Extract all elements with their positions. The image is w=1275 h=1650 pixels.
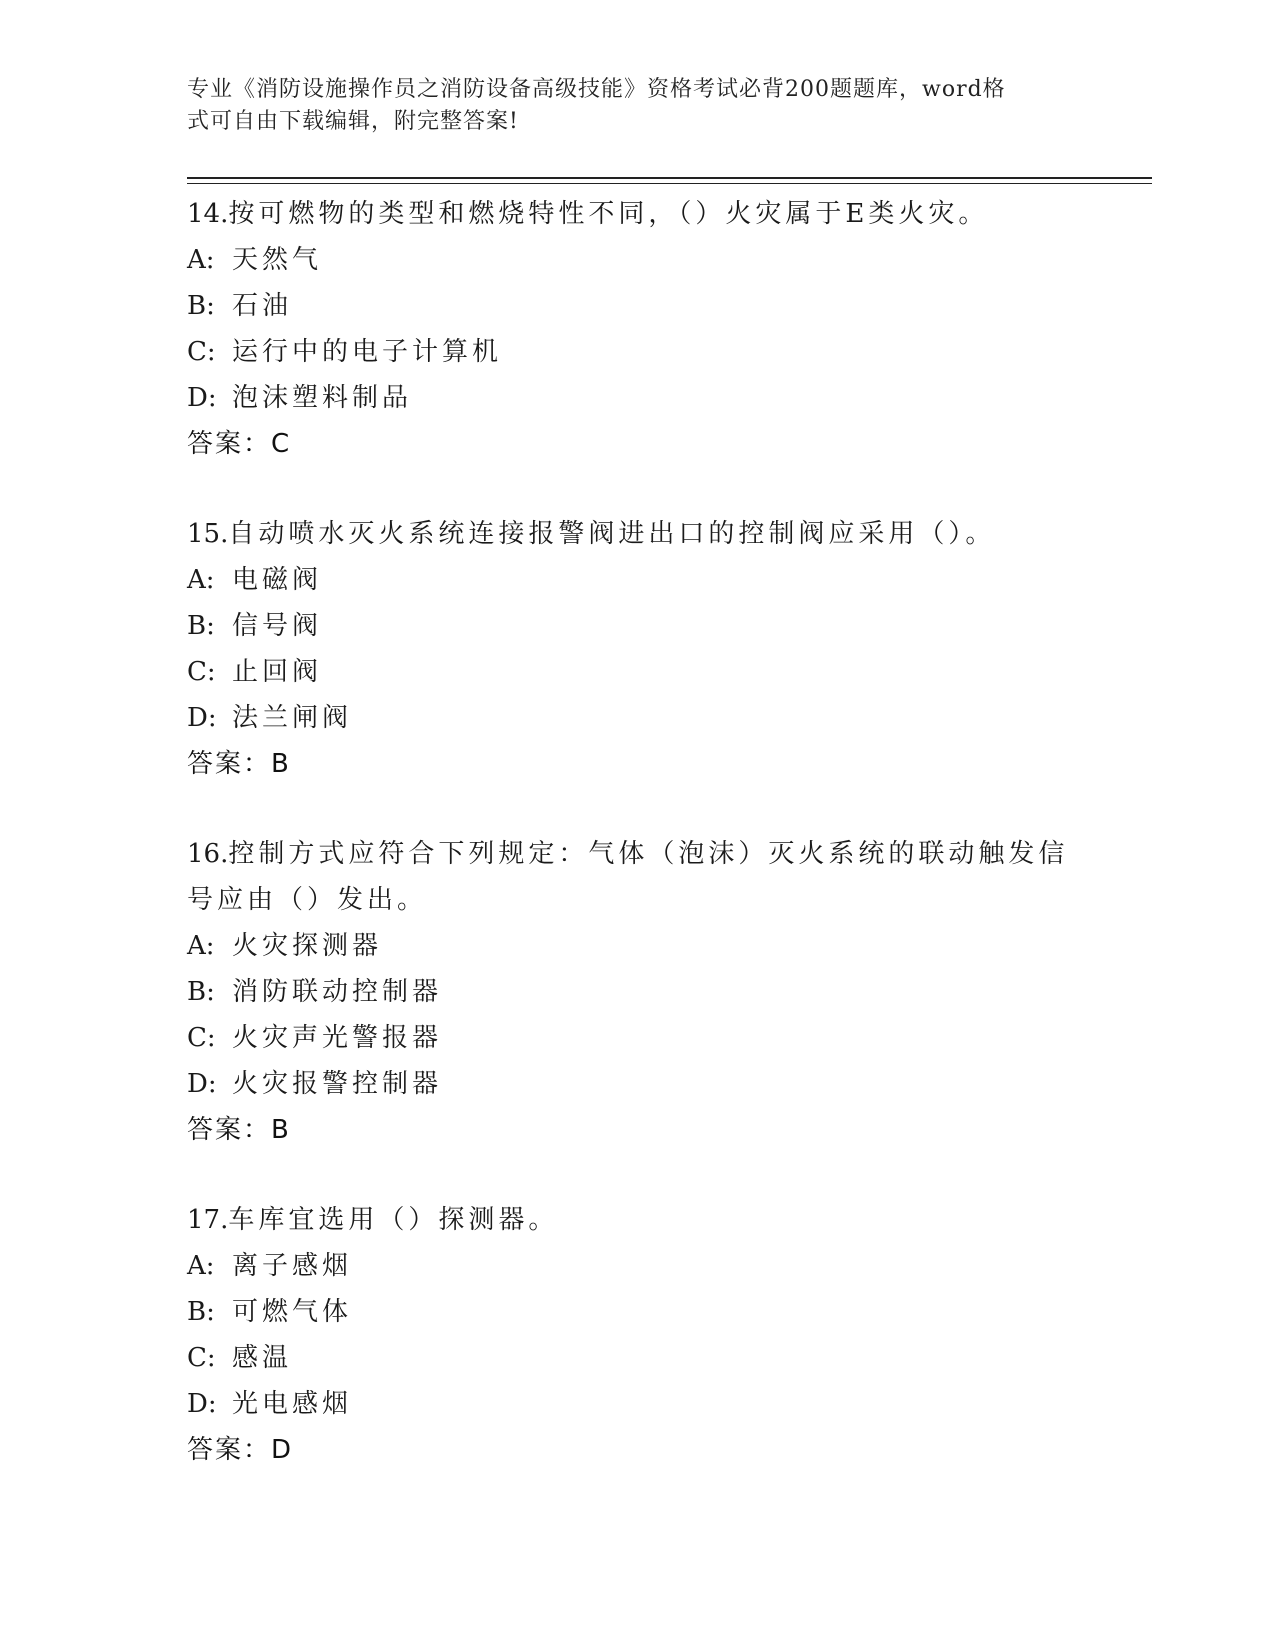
question-text — [187, 1197, 1087, 1243]
option-text: 止回阀 — [232, 657, 323, 687]
option-text: 运行中的电子计算机 — [232, 337, 503, 367]
option-b — [187, 969, 1087, 1015]
option-letter: C: — [187, 1343, 216, 1373]
question-number: 15. — [187, 519, 229, 549]
option-text: 光电感烟 — [232, 1389, 353, 1419]
option-letter: D: — [187, 703, 217, 733]
question-list — [187, 191, 1087, 1517]
option-b — [187, 603, 1087, 649]
option-letter: C: — [187, 657, 216, 687]
question-stem: 自动喷水灭火系统连接报警阀进出口的控制阀应采用（）。 — [228, 519, 996, 549]
option-d — [187, 1061, 1087, 1107]
option-c — [187, 1335, 1087, 1381]
answer-value: C — [271, 429, 290, 459]
answer-line — [187, 1427, 1087, 1473]
question-15 — [187, 511, 1087, 787]
answer-label: 答案： — [187, 429, 272, 459]
question-number: 14. — [187, 199, 229, 229]
answer-line — [187, 421, 1087, 467]
answer-value: B — [271, 1115, 289, 1145]
header-divider-thin — [187, 183, 1152, 184]
option-text: 消防联动控制器 — [232, 977, 443, 1007]
answer-line — [187, 741, 1087, 787]
option-text: 信号阀 — [232, 611, 323, 641]
question-17 — [187, 1197, 1087, 1473]
question-text — [187, 511, 1087, 557]
option-a — [187, 557, 1087, 603]
option-text: 可燃气体 — [232, 1297, 353, 1327]
option-text: 感温 — [232, 1343, 293, 1373]
answer-label: 答案： — [187, 1435, 272, 1465]
question-stem: 车库宜选用（）探测器。 — [228, 1205, 559, 1235]
option-letter: B: — [187, 611, 215, 641]
option-c — [187, 1015, 1087, 1061]
option-text: 火灾报警控制器 — [232, 1069, 443, 1099]
option-letter: C: — [187, 337, 216, 367]
option-c — [187, 329, 1087, 375]
option-letter: D: — [187, 1069, 217, 1099]
option-letter: B: — [187, 977, 215, 1007]
answer-line — [187, 1107, 1087, 1153]
option-a — [187, 237, 1087, 283]
header-divider-thick — [187, 177, 1152, 179]
question-text — [187, 831, 1087, 923]
answer-value: B — [271, 749, 289, 779]
option-text: 天然气 — [232, 245, 323, 275]
option-letter: B: — [187, 291, 215, 321]
option-text: 泡沫塑料制品 — [232, 383, 413, 413]
answer-value: D — [271, 1435, 292, 1465]
document-header — [187, 74, 1067, 138]
option-letter: A: — [187, 245, 215, 275]
option-text: 离子感烟 — [232, 1251, 353, 1281]
option-letter: B: — [187, 1297, 215, 1327]
option-letter: D: — [187, 1389, 217, 1419]
option-text: 火灾探测器 — [232, 931, 383, 961]
answer-label: 答案： — [187, 749, 272, 779]
question-14 — [187, 191, 1087, 467]
option-b — [187, 1289, 1087, 1335]
question-number: 16. — [187, 839, 229, 869]
option-letter: C: — [187, 1023, 216, 1053]
option-a — [187, 923, 1087, 969]
option-a — [187, 1243, 1087, 1289]
question-stem: 控制方式应符合下列规定：气体（泡沫）灭火系统的联动触发信号应由（）发出。 — [187, 839, 1069, 915]
question-text — [187, 191, 1087, 237]
answer-label: 答案： — [187, 1115, 272, 1145]
header-line-1: 专业《消防设施操作员之消防设备高级技能》资格考试必背200题题库，word格 — [187, 77, 1006, 102]
question-stem: 按可燃物的类型和燃烧特性不同，（）火灾属于E类火灾。 — [228, 199, 989, 229]
option-text: 法兰闸阀 — [232, 703, 353, 733]
option-letter: A: — [187, 565, 215, 595]
option-d — [187, 375, 1087, 421]
option-d — [187, 1381, 1087, 1427]
option-letter: D: — [187, 383, 217, 413]
option-letter: A: — [187, 931, 215, 961]
option-b — [187, 283, 1087, 329]
question-number: 17. — [187, 1205, 229, 1235]
question-16 — [187, 831, 1087, 1153]
option-text: 石油 — [232, 291, 293, 321]
option-text: 火灾声光警报器 — [232, 1023, 443, 1053]
option-d — [187, 695, 1087, 741]
option-text: 电磁阀 — [232, 565, 323, 595]
option-letter: A: — [187, 1251, 215, 1281]
header-line-2: 式可自由下载编辑，附完整答案! — [187, 109, 519, 134]
option-c — [187, 649, 1087, 695]
